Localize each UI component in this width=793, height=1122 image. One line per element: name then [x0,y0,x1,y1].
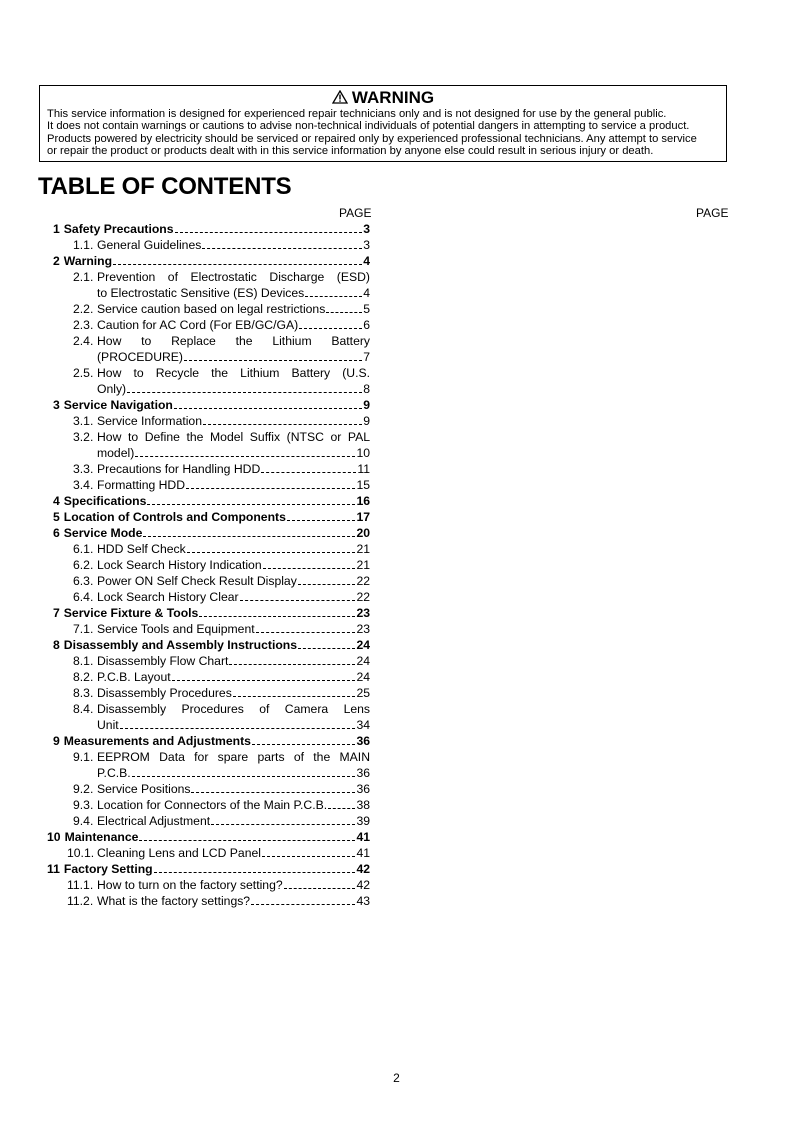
toc-subsection-entry [73,477,370,493]
toc-section-entry [47,861,370,877]
toc-subsection-entry [73,797,370,813]
toc-entry-title: Maintenance [64,830,139,844]
toc-entry-title: Unit [97,718,119,732]
toc-page-number: 36 [356,782,370,796]
toc-page-number: 25 [356,686,370,700]
toc-page-number: 5 [363,302,370,316]
toc-subsection-entry [73,333,370,365]
toc-page-number: 21 [356,542,370,556]
toc-entry-title: General Guidelines [97,238,202,252]
toc-page-number: 3 [363,222,370,236]
toc-page-number: 9 [363,398,370,412]
toc-section-entry [53,509,370,525]
toc-page-number: 15 [356,478,370,492]
toc-entry-number: 9.2. [73,782,94,796]
toc-page-number: 36 [356,734,370,748]
toc-entry-title: Formatting HDD [97,478,186,492]
toc-subsection-entry [73,269,370,301]
toc-page-number: 42 [356,862,370,876]
toc-entry-number: 7 [53,606,60,620]
toc-entry-number: 9.1. [73,750,94,764]
toc-page-number: 21 [356,558,370,572]
toc-subsection-entry [73,669,370,685]
toc-entry-number: 3.4. [73,478,94,492]
toc-entry-title: Service Fixture & Tools [63,606,199,620]
toc-page-number: 10 [356,446,370,460]
toc-entry-title: Disassembly Flow Chart [97,654,229,668]
toc-entry-number: 11 [47,862,60,876]
toc-entry-number: 9.4. [73,814,94,828]
toc-entry-title: P.C.B. Layout [97,670,171,684]
toc-entry-number: 8.4. [73,702,94,716]
dot-leader [256,632,356,633]
dot-leader [284,888,356,889]
toc-entry-number: 9.3. [73,798,94,812]
toc-entry-number: 10.1. [67,846,95,860]
toc-page-number: 7 [363,350,370,364]
toc-page-number: 39 [356,814,370,828]
toc-entry-title: Precautions for Handling HDD [97,462,261,476]
toc-entry-title: Lock Search History Indication [97,558,262,572]
dot-leader [184,360,362,361]
dot-leader [298,648,355,649]
toc-entry-number: 6 [53,526,60,540]
dot-leader [262,856,355,857]
toc-subsection-entry [73,685,370,701]
toc-subsection-entry [73,573,370,589]
dot-leader [229,664,355,665]
toc-entry-number: 3 [53,398,60,412]
toc-subsection-entry [73,589,370,605]
toc-page-number: 23 [356,622,370,636]
toc-entry-number: 6.2. [73,558,94,572]
toc-entry-number: 7.1. [73,622,94,636]
toc-page-number: 36 [356,766,370,780]
toc-entry-title: Power ON Self Check Result Display [97,574,297,588]
toc-entry-number: 4 [53,494,60,508]
toc-entry-title: How to Recycle the Lithium Battery (U.S. [97,366,370,380]
toc-section-entry [53,253,370,269]
toc-entry-title: Service Positions [97,782,191,796]
dot-leader [326,312,362,313]
toc-section-entry [53,493,370,509]
toc-entry-number: 2.5. [73,366,94,380]
toc-entry-number: 3.2. [73,430,94,444]
toc-entry-number: 2.3. [73,318,94,332]
toc-entry-title: (PROCEDURE) [97,350,183,364]
toc-subsection-entry [73,541,370,557]
toc-entry-number: 3.1. [73,414,94,428]
toc-entry-number: 8.2. [73,670,94,684]
toc-page-number: 11 [357,462,370,476]
dot-leader [199,616,355,617]
dot-leader [233,696,356,697]
toc-section-entry [53,525,370,541]
toc-entry-title: Disassembly Procedures [97,686,232,700]
dot-leader [263,568,356,569]
toc-entry-title: to Electrostatic Sensitive (ES) Devices [97,286,305,300]
toc-page-number: 22 [356,574,370,588]
toc-subsection-entry [67,893,370,909]
toc-entry-number: 6.1. [73,542,94,556]
toc-entry-number: 8.3. [73,686,94,700]
toc-entry-number: 8.1. [73,654,94,668]
toc-entry-title: Location of Controls and Components [63,510,286,524]
toc-page-number: 4 [363,286,370,300]
toc-subsection-entry [73,301,370,317]
toc-entry-title: Service Navigation [63,398,173,412]
toc-entry-title: Service caution based on legal restrictions [97,302,326,316]
toc-entry-title: How to turn on the factory setting? [97,878,283,892]
toc-entry-title: Caution for AC Cord (For EB/GC/GA) [97,318,299,332]
toc-entry-number: 6.4. [73,590,94,604]
toc-section-entry [53,605,370,621]
toc-page-number: 9 [363,414,370,428]
dot-leader [261,472,356,473]
toc-page-number: 34 [356,718,370,732]
toc-entry-number: 1.1. [73,238,94,252]
warning-text [47,108,722,158]
dot-leader [251,904,355,905]
toc-page-number: 42 [356,878,370,892]
toc-page-number: 8 [363,382,370,396]
warning-line: This service information is designed for experienced repair technicians only and is not designed for use by the general public. [47,108,667,120]
toc-page-number: 6 [363,318,370,332]
toc-entry-title: Cleaning Lens and LCD Panel [97,846,261,860]
warning-triangle-icon [332,90,348,104]
toc-entry-title: How to Define the Model Suffix (NTSC or PAL [97,430,370,444]
toc-subsection-entry [73,317,370,333]
warning-line: Products powered by electricity should be serviced or repaired only by experienced professional technicians. Any attempt to service [47,132,697,145]
toc-page-number: 38 [356,798,370,812]
toc-entry-title: Prevention of Electrostatic Discharge (ESD) [97,270,370,284]
dot-leader [175,232,363,233]
toc-subsection-entry [67,845,370,861]
toc-entry-title: Measurements and Adjustments [63,734,251,748]
toc-entry-title: Only) [97,382,127,396]
toc-entry-title: What is the factory settings? [97,894,251,908]
toc-entry-number: 8 [53,638,60,652]
toc-entry-number: 6.3. [73,574,94,588]
toc-page-number: 20 [356,526,370,540]
toc-page-number: 22 [356,590,370,604]
toc-entry-number: 5 [53,510,60,524]
toc-entry-number: 2.2. [73,302,94,316]
dot-leader [132,776,356,777]
dot-leader [211,824,355,825]
page-number: 2 [393,1071,400,1085]
toc-subsection-entry [73,621,370,637]
toc-entry-title: Service Mode [63,526,143,540]
dot-leader [298,584,356,585]
toc-entry-number: 1 [53,222,60,236]
toc-entry-title: P.C.B. [97,766,131,780]
toc-entry-title: Factory Setting [63,862,153,876]
toc-entry-title: HDD Self Check [97,542,186,556]
toc-entry-title: Disassembly Procedures of Camera Lens [97,702,370,716]
dot-leader [328,808,355,809]
toc-subsection-entry [73,653,370,669]
toc-entry-title: How to Replace the Lithium Battery [97,334,370,348]
toc-subsection-entry [73,813,370,829]
warning-line: or repair the product or products dealt with in this service information by anyone else could result in serious injury or death. [47,145,654,158]
warning-line: It does not contain warnings or cautions to advise non-technical individuals of potential dangers in attempting to service a product. [47,120,690,133]
page-column-label: PAGE [339,206,372,220]
toc-entry-title: Warning [63,254,113,268]
dot-leader [299,328,362,329]
warning-box [39,85,727,162]
dot-leader [187,552,356,553]
toc-entry-title: Service Tools and Equipment [97,622,255,636]
toc-section-entry [47,829,370,845]
dot-leader [154,872,356,873]
toc-page-number: 16 [356,494,370,508]
dot-leader [186,488,355,489]
toc-page-number: 23 [356,606,370,620]
toc-entry-number: 2 [53,254,60,268]
dot-leader [172,680,356,681]
toc-subsection-entry [73,749,370,781]
toc-subsection-entry [73,701,370,733]
toc-page-number: 24 [356,638,370,652]
toc-section-entry [53,221,370,237]
toc-entry-number: 11.1. [67,878,94,892]
toc-subsection-entry [73,237,370,253]
dot-leader [287,520,356,521]
toc-entry-number: 10 [47,830,61,844]
toc-page-number: 24 [356,670,370,684]
toc-page-number: 43 [356,894,370,908]
toc-subsection-entry [67,877,370,893]
dot-leader [174,408,362,409]
toc-entry-number: 11.2. [67,894,94,908]
toc-heading: TABLE OF CONTENTS [38,173,292,200]
toc-page-number: 41 [356,830,370,844]
dot-leader [252,744,356,745]
dot-leader [305,296,362,297]
toc-entry-title: Service Information [97,414,202,428]
dot-leader [143,536,355,537]
toc-page-number: 17 [356,510,370,524]
toc-page-number: 41 [356,846,370,860]
toc-page-number: 4 [363,254,370,268]
dot-leader [120,728,356,729]
toc-entry-title: Disassembly and Assembly Instructions [63,638,298,652]
toc-section-entry [53,397,370,413]
toc-subsection-entry [73,461,370,477]
toc-subsection-entry [73,413,370,429]
toc-entry-title: Safety Precautions [63,222,174,236]
toc-subsection-entry [73,429,370,461]
dot-leader [113,264,362,265]
dot-leader [191,792,355,793]
toc-entry-number: 3.3. [73,462,94,476]
toc-section-entry [53,733,370,749]
warning-title: WARNING [40,88,726,108]
toc-entry-title: EEPROM Data for spare parts of the MAIN [97,750,370,764]
toc-page-number: 3 [363,238,370,252]
toc-section-entry [53,637,370,653]
dot-leader [147,504,355,505]
dot-leader [202,248,362,249]
toc-subsection-entry [73,781,370,797]
toc-entry-title: model) [97,446,135,460]
page-column-label: PAGE [696,206,729,220]
toc-entry-title: Specifications [63,494,147,508]
toc-subsection-entry [73,365,370,397]
toc-page-number: 24 [356,654,370,668]
toc-entry-title: Location for Connectors of the Main P.C.B. [97,798,328,812]
toc-entry-number: 9 [53,734,60,748]
dot-leader [240,600,356,601]
toc-entry-title: Lock Search History Clear [97,590,239,604]
toc-entry-number: 2.1. [73,270,94,284]
dot-leader [203,424,362,425]
dot-leader [139,840,355,841]
toc-entry-number: 2.4. [73,334,94,348]
toc-entry-title: Electrical Adjustment [97,814,211,828]
toc-subsection-entry [73,557,370,573]
dot-leader [135,456,355,457]
dot-leader [127,392,362,393]
